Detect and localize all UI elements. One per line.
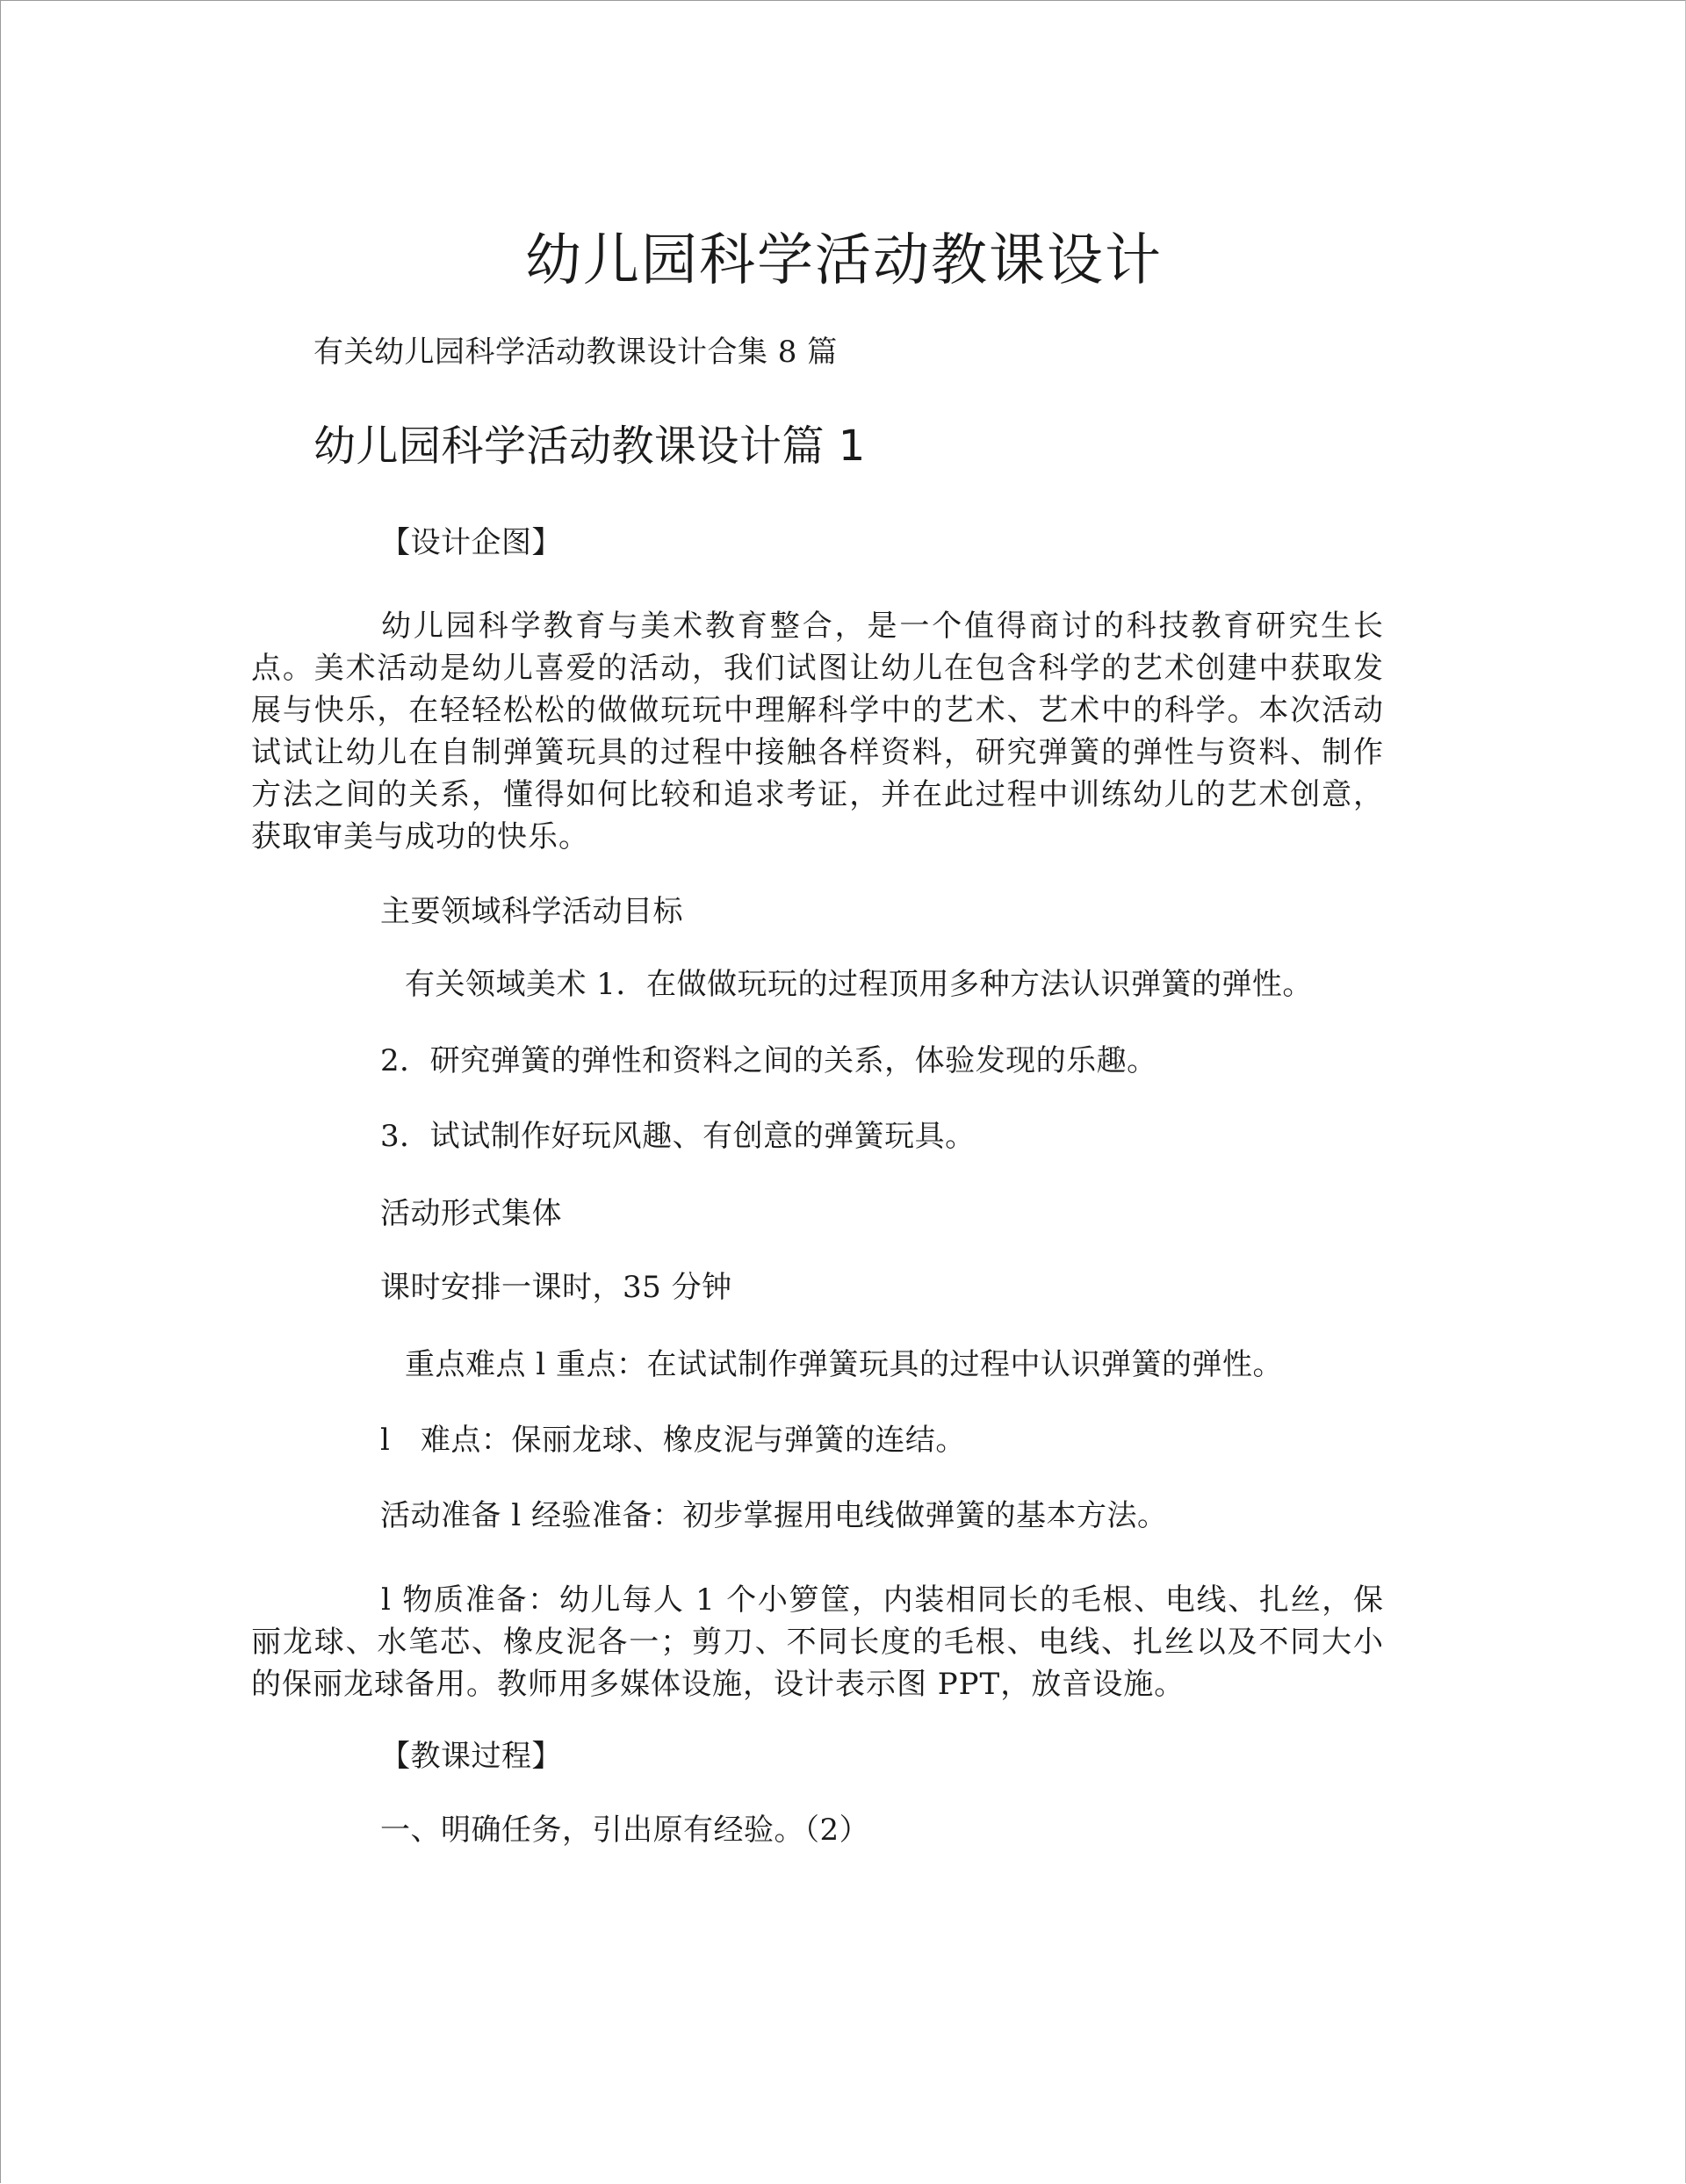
- step-1: 一、明确任务，引出原有经验。（2）: [380, 1813, 870, 1848]
- document-subtitle: 有关幼儿园科学活动教课设计合集 8 篇: [313, 335, 838, 370]
- section-heading: 幼儿园科学活动教课设计篇 1: [313, 422, 866, 471]
- prep-material-paragraph: l 物质准备：幼儿每人 1 个小箩筐，内装相同长的毛根、电线、扎丝，保丽龙球、水笔芯、橡皮泥各一；剪刀、不同长度的毛根、电线、扎丝以及不同大小的保丽龙球备用。教师用多媒体设施，设计表示图 PPT，放音设施。: [251, 1582, 1384, 1702]
- goal-item-3: 3．试试制作好玩风趣、有创意的弹簧玩具。: [380, 1119, 976, 1154]
- activity-form: 活动形式集体: [380, 1196, 562, 1231]
- goal-item-1: 有关领域美术 1．在做做玩玩的过程顶用多种方法认识弹簧的弹性。: [405, 967, 1313, 1002]
- goal-item-2: 2．研究弹簧的弹性和资料之间的关系，体验发现的乐趣。: [380, 1043, 1157, 1078]
- document-title: 幼儿园科学活动教课设计: [525, 228, 1163, 293]
- design-intent-paragraph: 幼儿园科学教育与美术教育整合，是一个值得商讨的科技教育研究生长点。美术活动是幼儿喜爱的活动，我们试图让幼儿在包含科学的艺术创建中获取发展与快乐，在轻轻松松的做做玩玩中理解科学中的艺术、艺术中的科学。本次活动试试让幼儿在自制弹簧玩具的过程中接触各样资料，研究弹簧的弹性与资料、制作方法之间的关系，懂得如何比较和追求考证，并在此过程中训练幼儿的艺术创意，获取审美与成功的快乐。: [251, 609, 1384, 854]
- design-intent-label: 【设计企图】: [380, 525, 562, 560]
- main-goal-label: 主要领域科学活动目标: [380, 894, 683, 929]
- difficulty: l 难点：保丽龙球、橡皮泥与弹簧的连结。: [380, 1423, 966, 1458]
- class-time: 课时安排一课时，35 分钟: [380, 1270, 732, 1305]
- key-point: 重点难点 l 重点：在试试制作弹簧玩具的过程中认识弹簧的弹性。: [405, 1347, 1283, 1382]
- prep-experience: 活动准备 l 经验准备：初步掌握用电线做弹簧的基本方法。: [380, 1498, 1168, 1533]
- process-label: 【教课过程】: [380, 1739, 562, 1774]
